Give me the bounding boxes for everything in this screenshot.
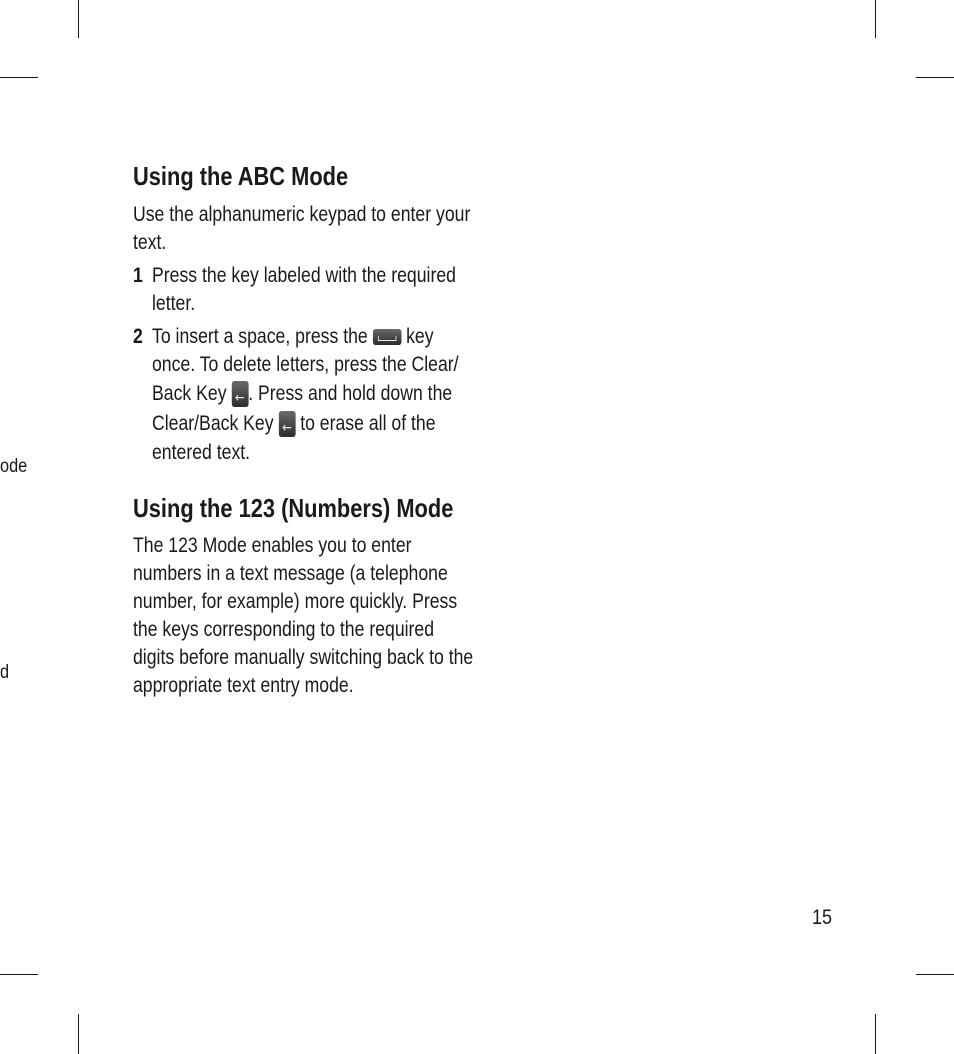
page-number: 15	[812, 906, 833, 929]
numbers-line: number, for example) more quickly. Press	[133, 590, 458, 613]
heading-123-mode: Using the 123 (Numbers) Mode	[133, 493, 454, 523]
crop-mark-bottom-left	[78, 1014, 79, 1054]
abc-intro	[133, 201, 473, 257]
numbers-line: digits before manually switching back to the	[133, 646, 474, 669]
step-1-line-2: letter.	[152, 292, 196, 315]
step-2-line-5: entered text.	[152, 441, 251, 464]
section-abc-mode	[133, 160, 473, 467]
crop-mark-top-right	[875, 0, 876, 38]
crop-mark-top-right-h	[916, 77, 954, 78]
heading-abc-mode: Using the ABC Mode	[133, 161, 349, 191]
clear-back-key-icon	[278, 411, 295, 437]
crop-mark-top-left-h	[0, 77, 38, 78]
facing-page-fragment-1: ode	[0, 456, 28, 477]
step-number: 1	[133, 264, 143, 287]
step-2-line-4: Clear/Back Key ← to erase all of the	[152, 410, 436, 438]
crop-mark-bottom-right	[875, 1014, 876, 1054]
crop-mark-top-left	[78, 0, 79, 38]
numbers-mode-description	[133, 532, 473, 700]
numbers-line: appropriate text entry mode.	[133, 674, 354, 697]
step-number: 2	[133, 325, 143, 348]
step-2-line-3: Back Key ← . Press and hold down the	[152, 380, 452, 408]
crop-mark-bottom-right-h	[916, 974, 954, 975]
numbers-line: the keys corresponding to the required	[133, 618, 435, 641]
section-123-mode	[133, 492, 473, 700]
abc-intro-line-1: Use the alphanumeric keypad to enter your	[133, 203, 471, 226]
space-key-icon	[373, 329, 402, 345]
clear-back-key-icon	[231, 381, 248, 407]
numbers-line: The 123 Mode enables you to enter	[133, 534, 412, 557]
page-content	[133, 160, 473, 700]
numbers-line: numbers in a text message (a telephone	[133, 562, 448, 585]
crop-mark-bottom-left-h	[0, 974, 38, 975]
abc-intro-line-2: text.	[133, 231, 167, 254]
step-2-line-1: To insert a space, press the key	[152, 325, 434, 348]
abc-step-2	[133, 323, 473, 467]
step-1-line-1: Press the key labeled with the required	[152, 264, 456, 287]
facing-page-fragment-2: d	[0, 662, 10, 683]
step-2-line-2: once. To delete letters, press the Clear/	[152, 353, 459, 376]
abc-step-1	[133, 262, 473, 318]
